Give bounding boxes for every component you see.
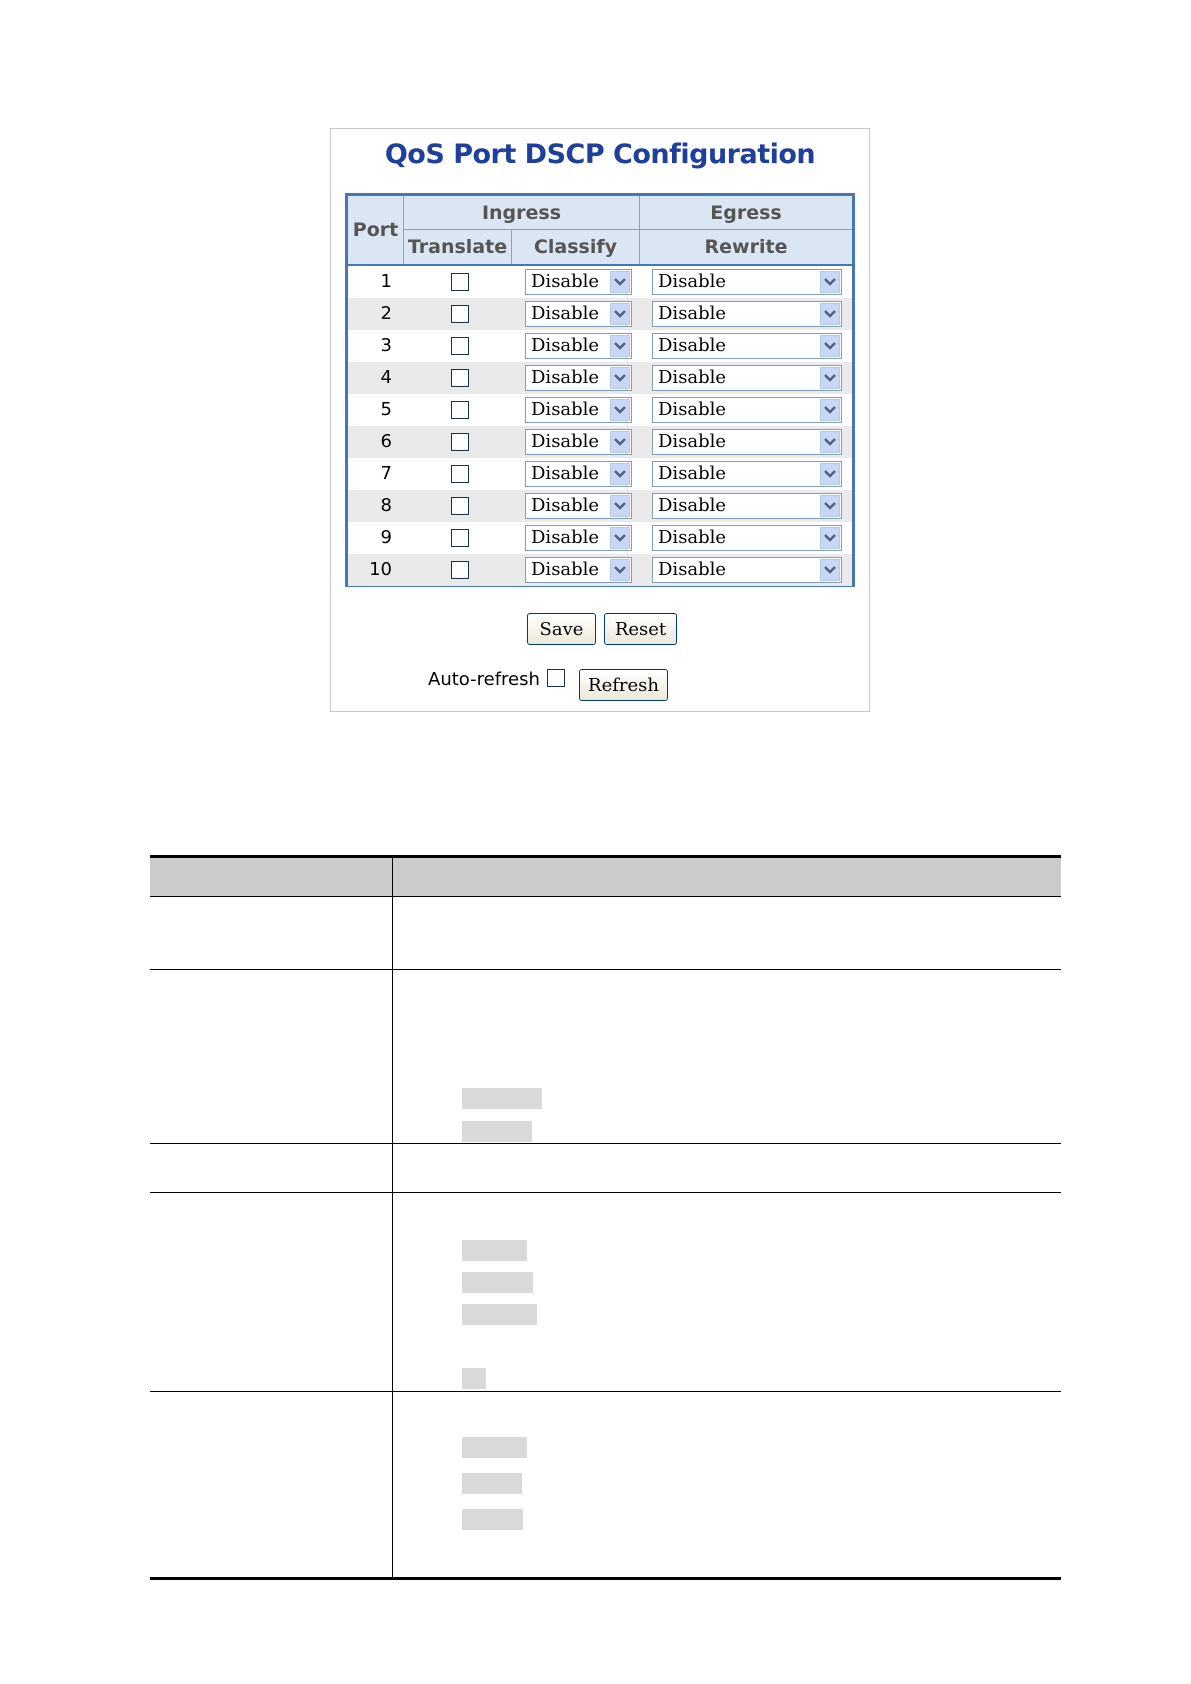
col-header-rewrite: Rewrite <box>640 230 852 264</box>
row-divider <box>150 896 1061 897</box>
rewrite-value: Disable <box>658 527 727 548</box>
port-number: 9 <box>380 527 392 548</box>
chevron-down-icon <box>610 463 630 485</box>
port-number: 4 <box>380 367 392 388</box>
classify-value: Disable <box>531 463 600 484</box>
chevron-down-icon <box>820 367 840 389</box>
masked-text <box>462 1240 527 1261</box>
table-row <box>348 266 852 298</box>
col-header-classify: Classify <box>512 230 640 264</box>
chevron-down-icon <box>820 431 840 453</box>
col-header-egress: Egress <box>640 196 852 230</box>
save-button[interactable]: Save <box>527 613 596 645</box>
chevron-down-icon <box>610 335 630 357</box>
table-row <box>348 330 852 362</box>
table-row <box>348 458 852 490</box>
column-divider <box>392 858 393 1577</box>
chevron-down-icon <box>610 495 630 517</box>
translate-checkbox[interactable] <box>451 273 469 291</box>
table-row <box>348 426 852 458</box>
port-number: 5 <box>380 399 392 420</box>
rewrite-select[interactable] <box>652 429 842 455</box>
table-row <box>348 522 852 554</box>
port-number: 1 <box>380 271 392 292</box>
translate-checkbox[interactable] <box>451 529 469 547</box>
col-header-ingress: Ingress <box>404 196 640 230</box>
table-row <box>348 554 852 586</box>
classify-select[interactable] <box>525 365 632 391</box>
classify-select[interactable] <box>525 429 632 455</box>
classify-value: Disable <box>531 495 600 516</box>
masked-text <box>462 1272 533 1293</box>
chevron-down-icon <box>820 399 840 421</box>
rewrite-value: Disable <box>658 399 727 420</box>
row-divider <box>150 969 1061 970</box>
translate-checkbox[interactable] <box>451 305 469 323</box>
rewrite-select[interactable] <box>652 397 842 423</box>
classify-select[interactable] <box>525 269 632 295</box>
rewrite-select[interactable] <box>652 493 842 519</box>
classify-value: Disable <box>531 527 600 548</box>
row-divider <box>150 1192 1061 1193</box>
chevron-down-icon <box>820 271 840 293</box>
classify-select[interactable] <box>525 333 632 359</box>
classify-value: Disable <box>531 431 600 452</box>
row-divider <box>150 1143 1061 1144</box>
masked-text <box>462 1304 537 1325</box>
chevron-down-icon <box>610 399 630 421</box>
translate-checkbox[interactable] <box>451 369 469 387</box>
rewrite-select[interactable] <box>652 461 842 487</box>
qos-port-dscp-panel <box>330 128 870 712</box>
chevron-down-icon <box>610 367 630 389</box>
port-number: 6 <box>380 431 392 452</box>
classify-value: Disable <box>531 559 600 580</box>
port-number: 2 <box>380 303 392 324</box>
rewrite-value: Disable <box>658 559 727 580</box>
rewrite-value: Disable <box>658 463 727 484</box>
translate-checkbox[interactable] <box>451 401 469 419</box>
rewrite-select[interactable] <box>652 365 842 391</box>
table-row <box>348 490 852 522</box>
translate-checkbox[interactable] <box>451 497 469 515</box>
classify-value: Disable <box>531 271 600 292</box>
col-header-port: Port <box>348 196 404 264</box>
description-table-header <box>150 858 1061 896</box>
rewrite-value: Disable <box>658 335 727 356</box>
rewrite-select[interactable] <box>652 269 842 295</box>
refresh-button[interactable]: Refresh <box>579 669 668 701</box>
classify-select[interactable] <box>525 493 632 519</box>
chevron-down-icon <box>610 431 630 453</box>
chevron-down-icon <box>820 463 840 485</box>
chevron-down-icon <box>820 559 840 581</box>
classify-select[interactable] <box>525 557 632 583</box>
classify-value: Disable <box>531 399 600 420</box>
translate-checkbox[interactable] <box>451 433 469 451</box>
rewrite-value: Disable <box>658 271 727 292</box>
rewrite-select[interactable] <box>652 557 842 583</box>
chevron-down-icon <box>820 303 840 325</box>
rewrite-value: Disable <box>658 303 727 324</box>
port-number: 8 <box>380 495 392 516</box>
rewrite-value: Disable <box>658 431 727 452</box>
chevron-down-icon <box>610 527 630 549</box>
masked-text <box>462 1473 522 1494</box>
classify-value: Disable <box>531 303 600 324</box>
translate-checkbox[interactable] <box>451 561 469 579</box>
table-row <box>348 394 852 426</box>
port-number: 7 <box>380 463 392 484</box>
table-bottom-rule <box>150 1577 1061 1580</box>
rewrite-select[interactable] <box>652 301 842 327</box>
classify-select[interactable] <box>525 461 632 487</box>
classify-value: Disable <box>531 367 600 388</box>
rewrite-select[interactable] <box>652 525 842 551</box>
reset-button[interactable]: Reset <box>604 613 677 645</box>
dscp-config-table <box>345 193 855 587</box>
classify-select[interactable] <box>525 301 632 327</box>
translate-checkbox[interactable] <box>451 465 469 483</box>
chevron-down-icon <box>610 559 630 581</box>
chevron-down-icon <box>610 271 630 293</box>
row-divider <box>150 1391 1061 1392</box>
chevron-down-icon <box>820 527 840 549</box>
rewrite-select[interactable] <box>652 333 842 359</box>
masked-text <box>462 1088 542 1109</box>
masked-text <box>462 1437 527 1458</box>
chevron-down-icon <box>820 495 840 517</box>
classify-value: Disable <box>531 335 600 356</box>
table-row <box>348 362 852 394</box>
table-row <box>348 298 852 330</box>
auto-refresh-checkbox[interactable] <box>547 669 565 687</box>
auto-refresh-label: Auto-refresh <box>428 669 540 690</box>
port-number: 10 <box>369 559 392 580</box>
chevron-down-icon <box>610 303 630 325</box>
chevron-down-icon <box>820 335 840 357</box>
classify-select[interactable] <box>525 397 632 423</box>
page-title: QoS Port DSCP Configuration <box>384 139 816 170</box>
masked-text <box>462 1121 532 1142</box>
masked-text <box>462 1509 523 1530</box>
port-number: 3 <box>380 335 392 356</box>
rewrite-value: Disable <box>658 495 727 516</box>
rewrite-value: Disable <box>658 367 727 388</box>
translate-checkbox[interactable] <box>451 337 469 355</box>
col-header-translate: Translate <box>404 230 512 264</box>
masked-text <box>462 1368 486 1389</box>
classify-select[interactable] <box>525 525 632 551</box>
